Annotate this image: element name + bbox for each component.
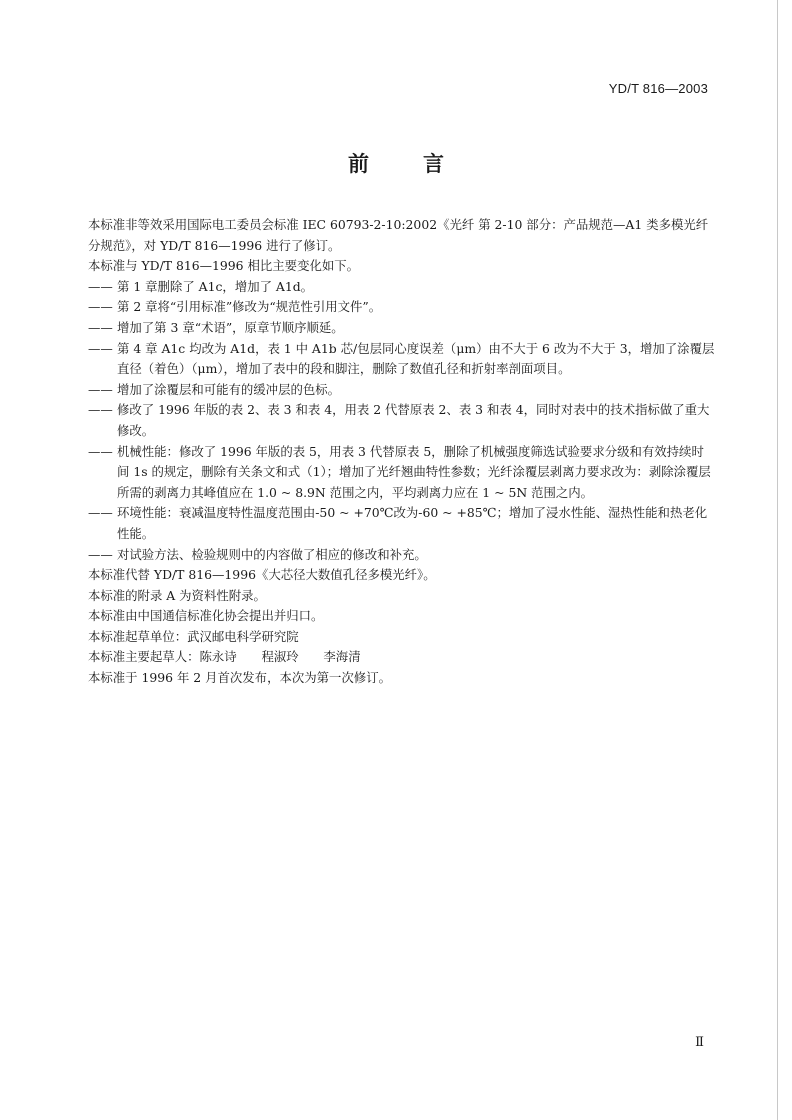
change-item-3: —— 增加了第 3 章“术语”，原章节顺序顺延。 [88,319,344,335]
paragraph-changes-intro: 本标准与 YD/T 816—1996 相比主要变化如下。 [88,258,360,274]
paragraph-appendix: 本标准的附录 A 为资料性附录。 [88,587,266,603]
change-item-6: —— 修改了 1996 年版的表 2、表 3 和表 4，用表 2 代替原表 2、表 3 和表 4，同时对表中的技术指标做了重大修改。 [88,402,710,438]
paragraph-drafters: 本标准主要起草人：陈永诗 程淑玲 李海清 [88,649,361,665]
change-item-5: —— 增加了涂覆层和可能有的缓冲层的色标。 [88,381,341,397]
page-title: 前言 [348,152,498,176]
paragraph-proposed-by: 本标准由中国通信标准化协会提出并归口。 [88,608,324,624]
paragraph-replaces: 本标准代替 YD/T 816—1996《大芯径大数值孔径多模光纤》。 [88,567,436,583]
paragraph-drafting-unit: 本标准起草单位：武汉邮电科学研究院 [88,628,299,644]
foreword-body [88,215,716,689]
change-item-7: —— 机械性能：修改了 1996 年版的表 5，用表 3 代替原表 5，删除了机械强度筛选试验要求分级和有效持续时间 1s 的规定，删除有关条文和式（1）；增加了光纤翘曲特性参数；光纤涂覆层剥离力要求改为：剥除涂覆层所需的剥离力其峰值应在 1.0 ~ 8.9N 范围之内，平均剥离力应在 1 ~ 5N 范围之内。 [88,443,711,500]
change-item-4: —— 第 4 章 A1c 均改为 A1d，表 1 中 A1b 芯/包层同心度误差（μm）由不大于 6 改为不大于 3，增加了涂覆层直径（着色）（μm），增加了表中的段和脚注，删除了数值孔径和折射率剖面项目。 [88,340,715,377]
change-item-9: —— 对试验方法、检验规则中的内容做了相应的修改和补充。 [88,546,427,562]
page-number: Ⅱ [695,1035,704,1050]
document-code: YD/T 816—2003 [608,81,708,96]
paragraph-adoption: 本标准非等效采用国际电工委员会标准 IEC 60793-2-10:2002《光纤 第 2-10 部分：产品规范—A1 类多模光纤分规范》，对 YD/T 816—1996 进行了修订。 [88,217,709,253]
paragraph-release-history: 本标准于 1996 年 2 月首次发布，本次为第一次修订。 [88,670,391,686]
change-item-2: —— 第 2 章将“引用标准”修改为“规范性引用文件”。 [88,299,382,315]
change-item-1: —— 第 1 章删除了 A1c，增加了 A1d。 [88,278,314,294]
change-item-8: —— 环境性能：衰减温度特性温度范围由-50 ~ +70℃改为-60 ~ +85℃；增加了浸水性能、湿热性能和热老化性能。 [88,505,708,541]
